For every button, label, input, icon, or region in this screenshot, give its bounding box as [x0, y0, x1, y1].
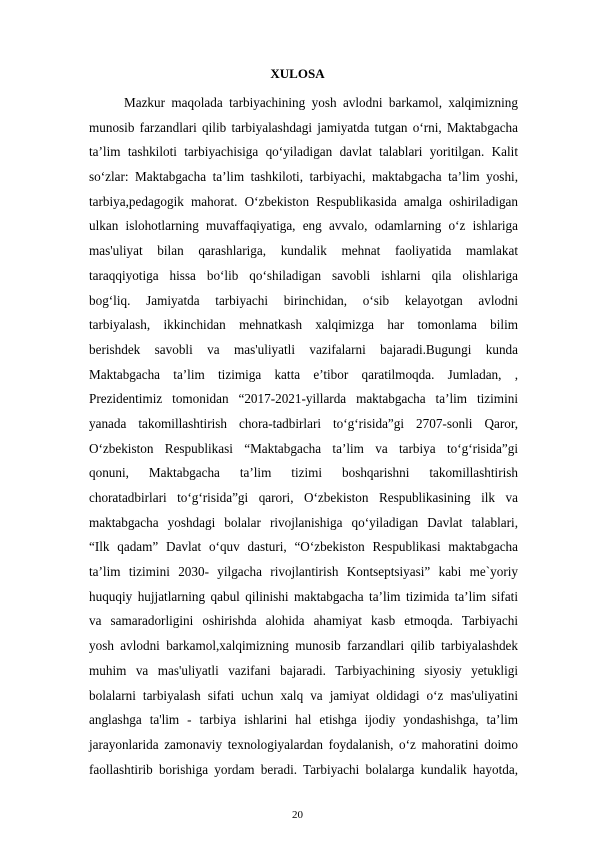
- text-line: tarbiyalash, ikkinchidan mehnatkash xalqimizga har tomonlama bilim: [89, 317, 518, 333]
- text-line: ta’lim tashkiloti tarbiyachisiga qo‘yiladigan davlat talablari yoritilgan. Kalit: [89, 144, 518, 160]
- text-line: berishdek savobli va mas'uliyatli vazifalarni bajaradi.Bugungi kunda: [89, 341, 518, 357]
- text-line: yosh avlodni barkamol,xalqimizning munosib farzandlari qilib tarbiyalashdek: [89, 638, 518, 654]
- text-line: qonuni, Maktabgacha ta’lim tizimi boshqarishni takomillashtirish: [89, 465, 518, 481]
- text-line: bog‘liq. Jamiyatda tarbiyachi birinchidan, o‘sib kelayotgan avlodni: [89, 292, 518, 308]
- text-line: muhim va mas'uliyatli vazifani bajaradi. Tarbiyachining siyosiy yetukligi: [89, 662, 518, 678]
- text-line: va samaradorligini oshirishda alohida ahamiyat kasb etmoqda. Tarbiyachi: [89, 613, 518, 629]
- text-line: “Ilk qadam” Davlat o‘quv dasturi, “O‘zbekiston Respublikasi maktabgacha: [89, 539, 518, 555]
- text-line: ulkan islohotlarning muvaffaqiyatiga, eng avvalo, odamlarning o‘z ishlariga: [89, 218, 518, 234]
- text-line: jarayonlarida zamonaviy texnologiyalardan foydalanish, o‘z mahoratini doimo: [89, 736, 518, 752]
- text-line: ta’lim tizimini 2030- yilgacha rivojlantirish Kontseptsiyasi” kabi me`yoriy: [89, 564, 518, 580]
- text-line: choratadbirlari to‘g‘risida”gi qarori, O‘zbekiston Respublikasining ilk va: [89, 490, 518, 505]
- text-line: maktabgacha yoshdagi bolalar rivojlanishiga qo‘yiladigan Davlat talablari,: [89, 514, 518, 530]
- text-line: tarbiya,pedagogik mahorat. O‘zbekiston Respublikasida amalga oshiriladigan: [89, 193, 518, 209]
- text-line: faollashtirib borishiga yordam beradi. Tarbiyachi bolalarga kundalik hayotda,: [89, 761, 518, 777]
- text-line: O‘zbekiston Respublikasi “Maktabgacha ta’lim va tarbiya to‘g‘risida”gi: [89, 440, 518, 456]
- text-line: Mazkur maqolada tarbiyachining yosh avlodni barkamol, xalqimizning: [124, 95, 518, 110]
- text-line: munosib farzandlari qilib tarbiyalashdagi jamiyatda tutgan o‘rni, Maktabgacha: [89, 119, 518, 135]
- text-line: so‘zlar: Maktabgacha ta’lim tashkiloti, tarbiyachi, maktabgacha ta’lim yoshi,: [89, 169, 518, 185]
- text-line: yanada takomillashtirish chora-tadbirlari to‘g‘risida”gi 2707-sonli Qaror,: [89, 415, 518, 431]
- text-line: Maktabgacha ta’lim tizimiga katta e’tibor qaratilmoqda. Jumladan, ,: [89, 366, 518, 382]
- text-line: anglashga ta'lim - tarbiya ishlarini hal etishga ijodiy yondashishga, ta’lim: [89, 712, 518, 728]
- text-line: mas'uliyat bilan qarashlariga, kundalik mehnat faoliyatida mamlakat: [89, 243, 518, 259]
- text-line: taraqqiyotiga hissa bo‘lib qo‘shiladigan savobli ishlarni qila olishlariga: [89, 267, 518, 283]
- section-heading: XULOSA: [270, 66, 325, 81]
- body-text: [89, 91, 518, 782]
- text-line: huquqiy hujjatlarning qabul qilinishi maktabgacha ta’lim tizimida ta’lim sifati: [89, 588, 518, 604]
- page-number: 20: [292, 809, 303, 821]
- text-line: Prezidentimiz tomonidan “2017-2021-yillarda maktabgacha ta’lim tizimini: [89, 391, 518, 407]
- text-line: bolalarni tarbiyalash sifati uchun xalq va jamiyat oldidagi o‘z mas'uliyatini: [89, 687, 518, 703]
